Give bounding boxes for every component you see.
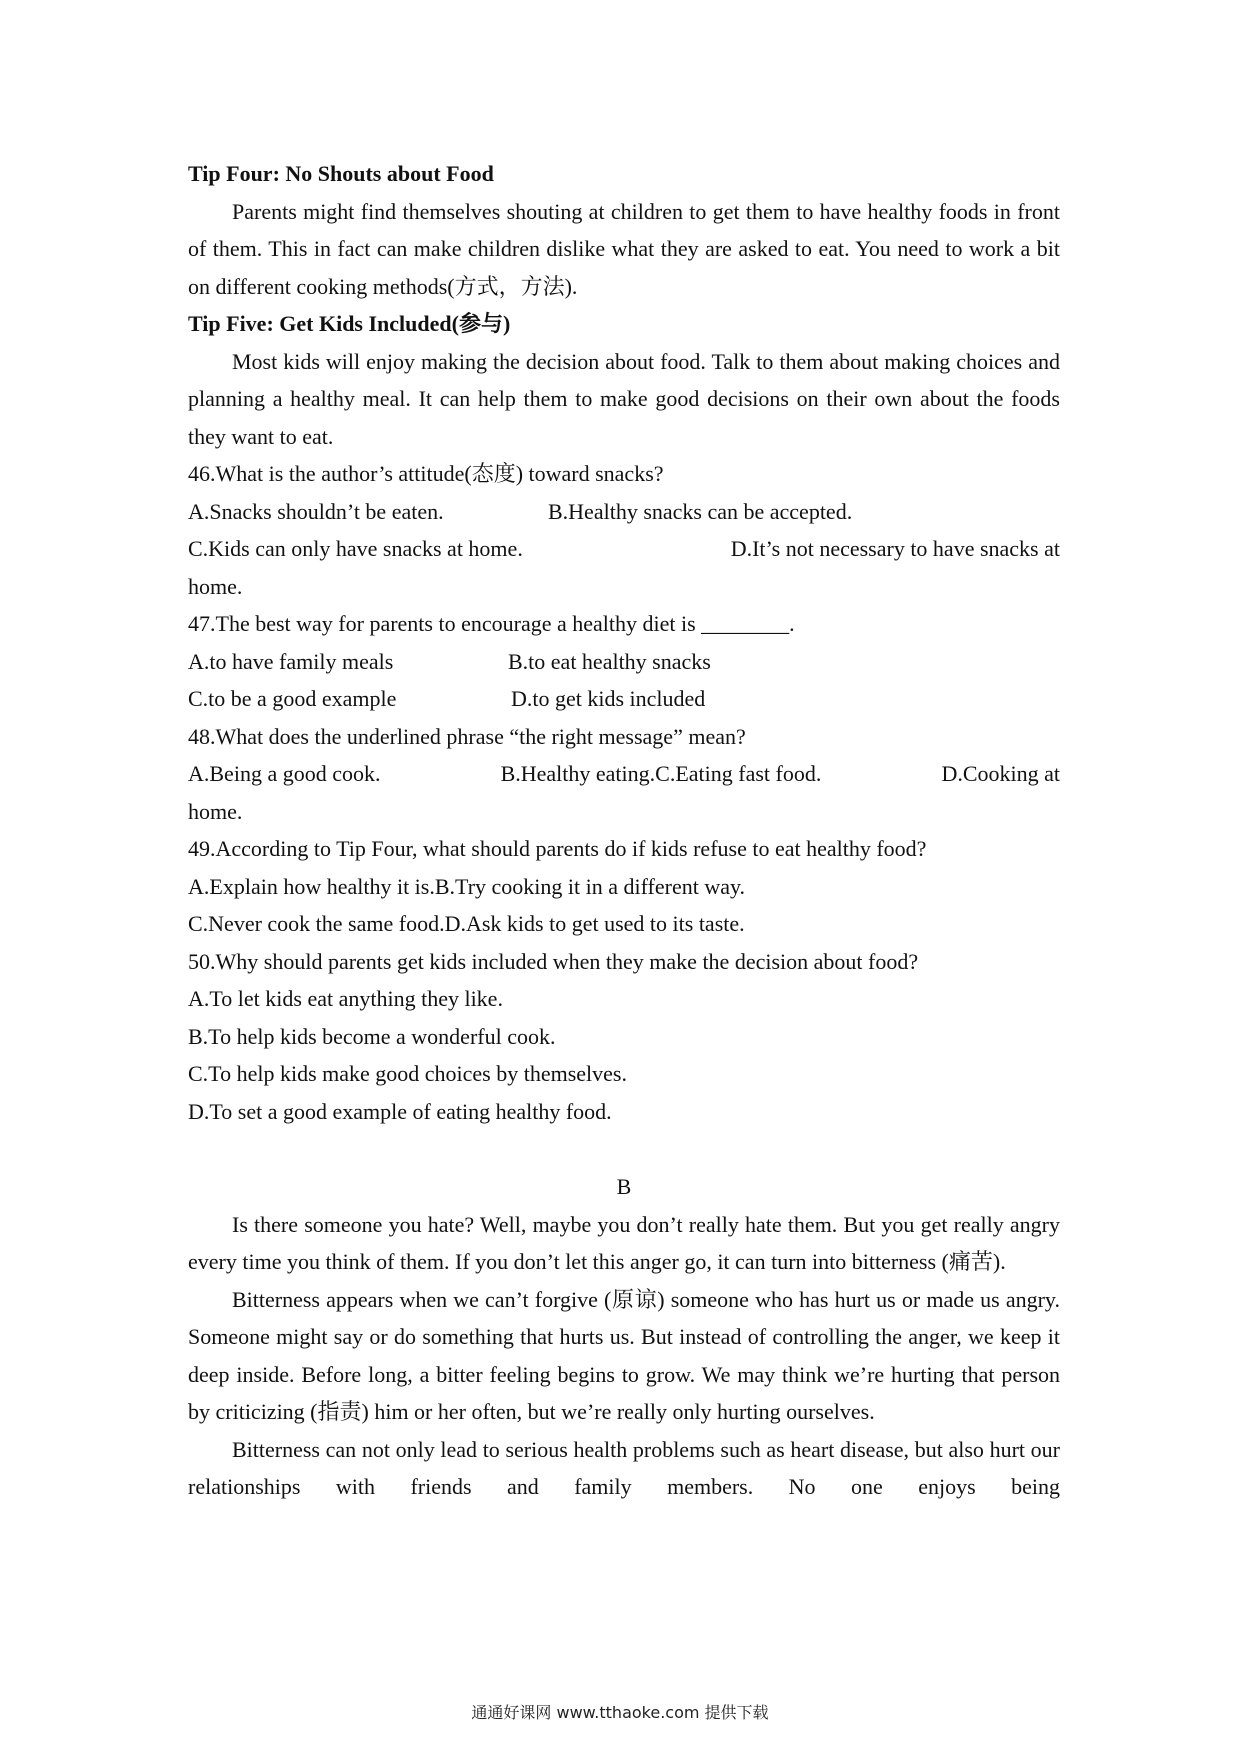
question-46-options-cd <box>188 530 1060 568</box>
section-b-paragraph-3: Bitterness can not only lead to serious health problems such as heart disease, but also hurt our relationships with friends and family members. No one enjoys being <box>188 1436 1060 1499</box>
tip-four-paragraph: Parents might find themselves shouting at children to get them to have healthy foods in front of them. This in fact can make children dislike what they are asked to eat. You need to work a bit on different cooking methods(方式，方法). <box>188 198 1060 299</box>
document-page <box>188 155 1060 1506</box>
tip-five-paragraph: Most kids will enjoy making the decision about food. Talk to them about making choices and planning a healthy meal. It can help them to make good decisions on their own about the foods they want to eat. <box>188 348 1060 449</box>
question-50-option-a: A.To let kids eat anything they like. <box>188 986 503 1011</box>
question-47-option-b: B.to eat healthy snacks <box>508 648 711 674</box>
question-49-options-cd: C.Never cook the same food.D.Ask kids to get used to its taste. <box>188 911 745 936</box>
question-48-options <box>188 755 1060 793</box>
question-48-stem: 48.What does the underlined phrase “the right message” mean? <box>188 723 746 749</box>
question-47-option-d: D.to get kids included <box>511 686 706 711</box>
page-footer: 通通好课网 www.tthaoke.com 提供下载 <box>471 1703 769 1722</box>
question-46-option-d: D.It’s not necessary to have snacks at <box>730 536 1060 561</box>
question-50-option-d: D.To set a good example of eating healthy food. <box>188 1098 612 1124</box>
question-49-stem: 49.According to Tip Four, what should parents do if kids refuse to eat healthy food? <box>188 836 927 861</box>
question-46-options-ab <box>188 493 1060 531</box>
question-46-option-c: C.Kids can only have snacks at home. <box>188 536 523 561</box>
question-47-options-ab <box>188 643 1060 681</box>
question-47-option-a: A.to have family meals <box>188 648 394 674</box>
question-48-option-d: D.Cooking at <box>941 761 1061 786</box>
question-47-options-cd <box>188 680 1060 718</box>
question-47-option-c: C.to be a good example <box>188 686 397 711</box>
tip-four-heading: Tip Four: No Shouts about Food <box>188 161 494 186</box>
question-47-stem: 47.The best way for parents to encourage a healthy diet is ________. <box>188 611 795 636</box>
question-49-options-ab: A.Explain how healthy it is.B.Try cooking it in a different way. <box>188 873 746 899</box>
question-48-option-bc: B.Healthy eating.C.Eating fast food. <box>500 761 822 786</box>
question-48-option-a: A.Being a good cook. <box>188 761 381 786</box>
section-b-label: B <box>616 1174 632 1199</box>
section-b-paragraph-1: Is there someone you hate? Well, maybe you don’t really hate them. But you get really angry every time you think of them. If you don’t let this anger go, it can turn into bitterness (痛苦). <box>188 1211 1060 1274</box>
question-50-stem: 50.Why should parents get kids included when they make the decision about food? <box>188 948 919 974</box>
section-b-paragraph-2: Bitterness appears when we can’t forgive (原谅) someone who has hurt us or made us angry. Someone might say or do something that hurts us. But instead of controlling the anger, we keep it deep inside. Before long, a bitter feeling begins to grow. We may think we’re hurting that person by criticizing (指责) him or her often, but we’re really only hurting ourselves. <box>188 1286 1060 1424</box>
question-46-option-b: B.Healthy snacks can be accepted. <box>548 498 853 524</box>
tip-five-heading: Tip Five: Get Kids Included(参与) <box>188 311 511 336</box>
question-46-option-a: A.Snacks shouldn’t be eaten. <box>188 498 444 524</box>
question-50-option-c: C.To help kids make good choices by themselves. <box>188 1061 627 1086</box>
question-46-stem: 46.What is the author’s attitude(态度) toward snacks? <box>188 461 664 486</box>
question-46-option-d-continued: home. <box>188 573 243 599</box>
section-gap <box>188 1130 1060 1168</box>
question-50-option-b: B.To help kids become a wonderful cook. <box>188 1023 556 1049</box>
question-48-option-d-continued: home. <box>188 798 243 824</box>
